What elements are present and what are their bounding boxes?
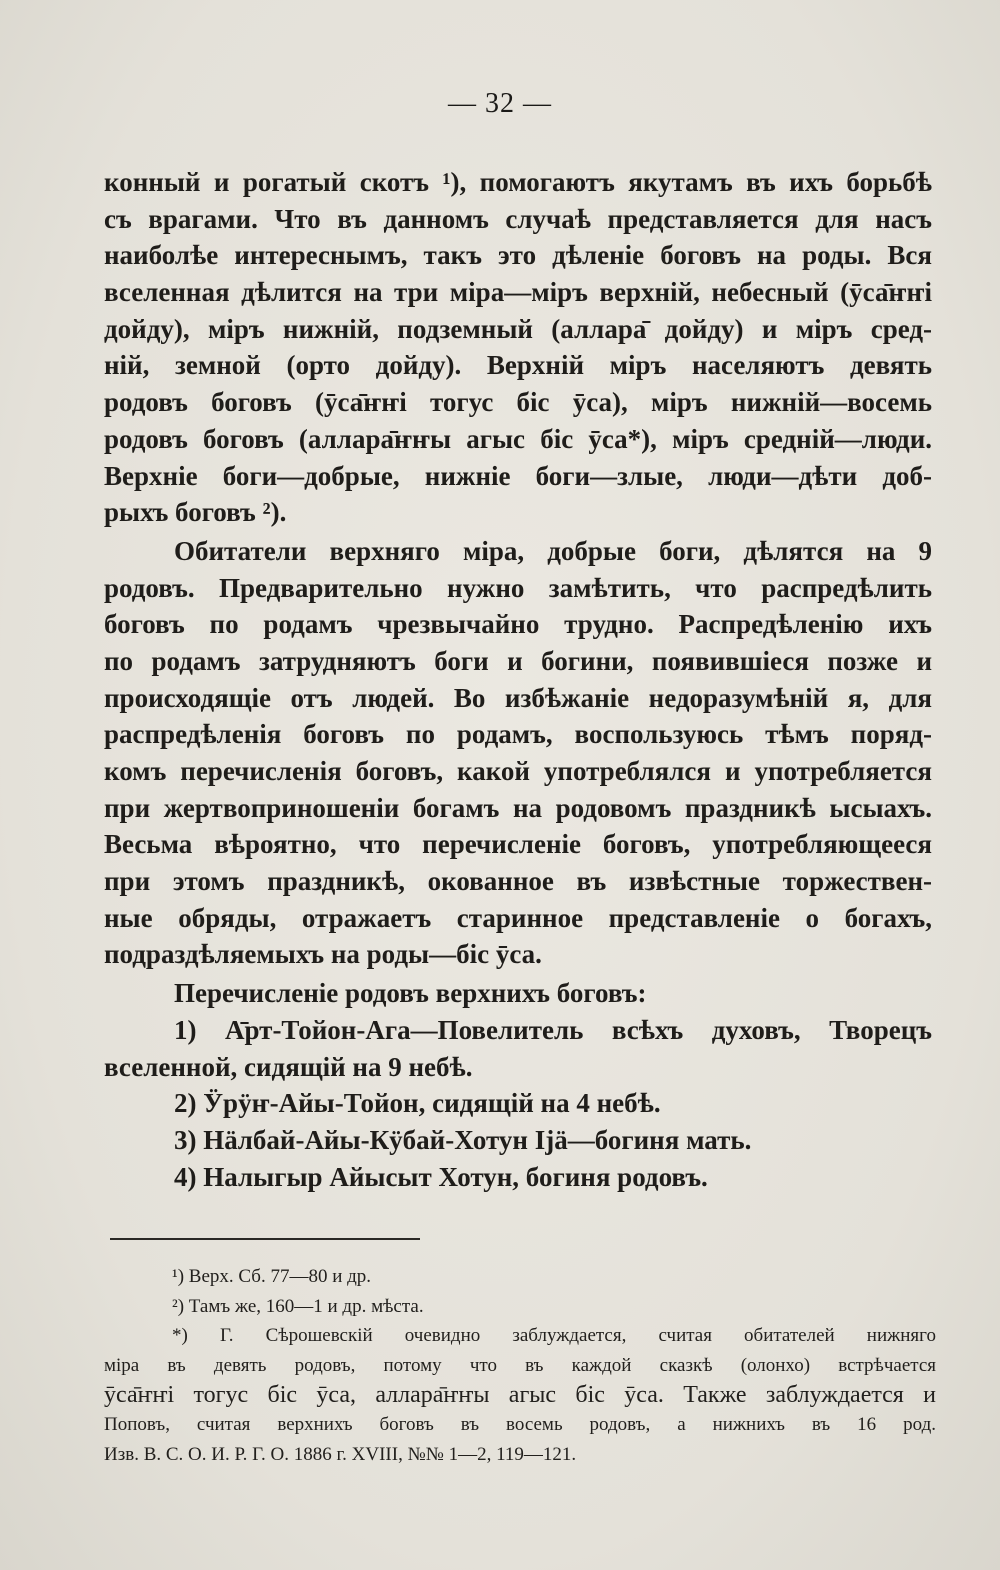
text-line: ній, земной (орто дойду). Верхній міръ населяютъ девять xyxy=(104,350,932,381)
footnote-line: Поповъ, считая верхнихъ боговъ въ восемь родовъ, а нижнихъ въ 16 род. xyxy=(104,1414,936,1435)
footnote-line: ²) Тамъ же, 160—1 и др. мѣста. xyxy=(172,1295,424,1317)
text-line: Перечисленіе родовъ верхнихъ боговъ: xyxy=(174,978,647,1009)
footnote-line: ¹) Верх. Сб. 77—80 и др. xyxy=(172,1266,372,1287)
text-line: съ врагами. Что въ данномъ случаѣ представляется для насъ xyxy=(104,203,932,234)
text-line: 3) Нӓлбай-Айы-Кӱбай-Хотун Іјӓ—богиня мать. xyxy=(174,1124,752,1155)
text-line: наиболѣе интереснымъ, такъ это дѣленіе боговъ на роды. Вся xyxy=(104,240,932,271)
text-line: комъ перечисленія боговъ, какой употреблялся и употребляется xyxy=(104,756,932,786)
footnote-line: Изв. В. С. О. И. Р. Г. О. 1886 г. XVIII, №№ 1—2, 119—121. xyxy=(104,1443,577,1465)
page-number: — 32 — xyxy=(448,88,552,119)
text-line: родовъ. Предварительно нужно замѣтить, что распредѣлить xyxy=(104,572,932,603)
text-line: подраздѣляемыхъ на роды—біс ӯса. xyxy=(104,939,542,970)
text-line: распредѣленія боговъ по родамъ, воспользуюсь тѣмъ поряд- xyxy=(104,719,932,750)
text-line: вселенная дѣлится на три міра—міръ верхній, небесный (ӯса̄ҥҥі xyxy=(104,277,932,308)
text-line: ные обряды, отражаетъ старинное представленіе о богахъ, xyxy=(104,902,932,933)
text-line: конный и рогатый скотъ ¹), помогаютъ якутамъ въ ихъ борьбѣ xyxy=(104,167,932,197)
text-line: Весьма вѣроятно, что перечисленіе боговъ, употребляющееся xyxy=(104,829,932,860)
footnote-line: міра въ девять родовъ, потому что въ каждой сказкѣ (олонхо) встрѣчается xyxy=(104,1354,936,1376)
text-line: Верхніе боги—добрые, нижніе боги—злые, люди—дѣти доб- xyxy=(104,460,932,491)
text-line: 2) Ӱрӱҥ-Айы-Тойон, сидящій на 4 небѣ. xyxy=(174,1088,661,1119)
text-line: 4) Налыгыр Айысыт Хотун, богиня родовъ. xyxy=(174,1161,708,1192)
footnotes xyxy=(104,1262,936,1469)
main-text xyxy=(104,164,932,1195)
text-line: родовъ боговъ (аллара̄ҥҥы агыс біс ӯса*), міръ средній—люди. xyxy=(104,423,932,454)
text-line: дойду), міръ нижній, подземный (аллара̄ дойду) и міръ сред- xyxy=(104,313,932,344)
footnote-line: *) Г. Сѣрошевскій очевидно заблуждается, считая обитателей нижняго xyxy=(172,1325,936,1346)
text-line: рыхъ боговъ ²). xyxy=(104,497,287,528)
text-line: боговъ по родамъ чрезвычайно трудно. Распредѣленію ихъ xyxy=(104,609,932,640)
footnote-line: ӯса̄ҥҥі тогус біс ӯса, аллара̄ҥҥы агыс біс ӯса. Также заблуждается и xyxy=(104,1382,936,1408)
text-line: при этомъ праздникѣ, окованное въ извѣстные торжествен- xyxy=(104,866,932,897)
text-line: по родамъ затрудняютъ боги и богини, появившіеся позже и xyxy=(104,645,932,676)
text-line: при жертвоприношеніи богамъ на родовомъ праздникѣ ысыахъ. xyxy=(104,792,932,823)
text-line: 1) А̄рт-Тойон-Ага—Повелитель всѣхъ духовъ, Творецъ xyxy=(174,1014,932,1045)
text-line: Обитатели верхняго міра, добрые боги, дѣлятся на 9 xyxy=(174,535,932,566)
text-line: происходящіе отъ людей. Во избѣжаніе недоразумѣній я, для xyxy=(104,682,932,713)
text-line: вселенной, сидящій на 9 небѣ. xyxy=(104,1051,473,1082)
text-line: родовъ боговъ (ӯса̄ҥҥі тогус біс ӯса), міръ нижній—восемь xyxy=(104,387,932,418)
footnote-separator xyxy=(110,1238,420,1240)
